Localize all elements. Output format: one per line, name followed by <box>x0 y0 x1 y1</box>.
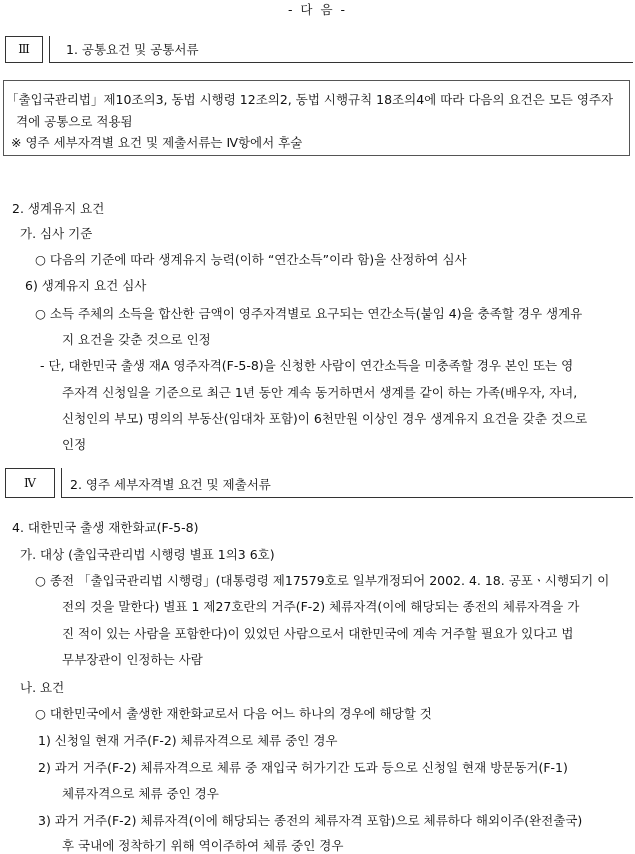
section-3-numeral: Ⅲ <box>18 42 30 56</box>
document-header: - 다 음 - <box>287 2 348 17</box>
dash-item-continued: 신청인의 부모) 명의의 부동산(임대차 포함)이 6천만원 이상인 경우 생계유지 요건을 갖춘 것으로 <box>62 411 588 426</box>
numbered-item: 1) 신청일 현재 거주(F-2) 체류자격으로 체류 중인 경우 <box>38 733 338 748</box>
subsection-heading: 2. 생계유지 요건 <box>12 201 105 216</box>
numbered-item-continued: 후 국내에 정착하기 위해 역이주하여 체류 중인 경우 <box>62 838 344 853</box>
dash-item-continued: 주자격 신청일을 기준으로 최근 1년 동안 계속 동거하면서 생계를 같이 하는 가족(배우자, 자녀, <box>62 385 578 400</box>
section-4-title: 2. 영주 세부자격별 요건 및 제출서류 <box>70 477 271 492</box>
bullet-item-continued: 지 요건을 갖춘 것으로 인정 <box>62 332 211 347</box>
section-3-numeral-box <box>5 36 43 63</box>
numbered-item-continued: 체류자격으로 체류 중인 경우 <box>62 786 219 801</box>
section-4-numeral-box <box>5 468 55 498</box>
section-3-title: 1. 공통요건 및 공통서류 <box>66 42 199 57</box>
note-line: 「출입국관리법」제10조의3, 동법 시행령 12조의2, 동법 시행규칙 18조의4에 따라 다음의 요건은 모든 영주자 <box>6 92 614 107</box>
section-4-numeral: Ⅳ <box>24 476 36 490</box>
numbered-item: 2) 과거 거주(F-2) 체류자격으로 체류 중 재입국 허가기간 도과 등으로 신청일 현재 방문동거(F-1) <box>38 760 568 775</box>
section-3-divider <box>49 36 50 63</box>
subsection-heading: 4. 대한민국 출생 재한화교(F-5-8) <box>12 520 199 535</box>
bullet-item: ○ 대한민국에서 출생한 재한화교로서 다음 어느 하나의 경우에 해당할 것 <box>35 706 432 721</box>
bullet-item: ○ 종전 「출입국관리법 시행령」(대통령령 제17579호로 일부개정되어 2002. 4. 18. 공포ㆍ시행되기 이 <box>35 573 610 588</box>
bullet-item-continued: 무부장관이 인정하는 사람 <box>62 652 203 667</box>
bullet-item: ○ 다음의 기준에 따라 생계유지 능력(이하 “연간소득”이라 함)을 산정하여 심사 <box>35 252 467 267</box>
section-4-underline <box>61 497 633 498</box>
section-3-underline <box>49 62 633 63</box>
dash-item-continued: 인정 <box>62 437 87 452</box>
bullet-item-continued: 진 적이 있는 사람을 포함한다)이 있었던 사람으로서 대한민국에 계속 거주할 필요가 있다고 법 <box>62 626 574 641</box>
bullet-item-continued: 전의 것을 말한다) 별표 1 제27호란의 거주(F-2) 체류자격(이에 해당되는 종전의 체류자격을 가 <box>62 599 580 614</box>
note-line: ※ 영주 세부자격별 요건 및 제출서류는 Ⅳ항에서 후술 <box>11 135 303 150</box>
note-line: 격에 공통으로 적용됨 <box>16 114 133 129</box>
item-heading: 나. 요건 <box>20 680 65 695</box>
section-4-divider <box>61 468 62 498</box>
numbered-item: 3) 과거 거주(F-2) 체류자격(이에 해당되는 종전의 체류자격 포함)으로 체류하다 해외이주(완전출국) <box>38 813 583 828</box>
bullet-item: ○ 소득 주체의 소득을 합산한 금액이 영주자격별로 요구되는 연간소득(붙임 4)을 충족할 경우 생계유 <box>35 306 583 321</box>
item-heading: 가. 심사 기준 <box>20 226 93 241</box>
item-heading: 6) 생계유지 요건 심사 <box>25 278 147 293</box>
item-heading: 가. 대상 (출입국관리법 시행령 별표 1의3 6호) <box>20 547 275 562</box>
dash-item: - 단, 대한민국 출생 재A 영주자격(F-5-8)을 신청한 사람이 연간소득을 미충족할 경우 본인 또는 영 <box>40 358 574 373</box>
